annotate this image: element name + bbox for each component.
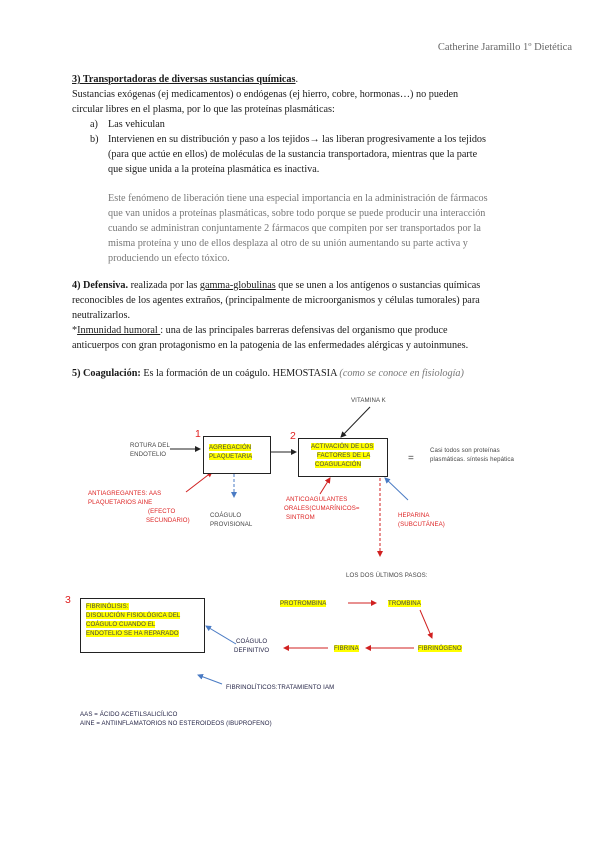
- list-item-b-line2: (para que actúe en ellos) de moléculas de la sustancia transportadora, mientras que la parte: [108, 149, 478, 160]
- label-fibrina: FIBRINA: [334, 645, 359, 652]
- arrow-vitamina-k: [341, 407, 370, 437]
- arrow-anticoagulantes: [320, 478, 330, 494]
- list-marker-a: a): [90, 119, 98, 130]
- label-antiagregantes-line1: ANTIAGREGANTES: AAS: [88, 490, 162, 497]
- section-4-line2: reconocibles de los agentes extraños, (principalmente de microorganismos y células tumorales) para: [72, 295, 480, 306]
- label-rotura-line2: ENDOTELIO: [130, 451, 167, 458]
- fibrinolisis-line3: COÁGULO CUANDO EL: [86, 621, 156, 628]
- label-casi-todos-line1: Casi todos son proteínas: [430, 447, 500, 454]
- label-coagulo-provisional-line1: COÁGULO: [210, 512, 242, 519]
- label-rotura-line1: ROTURA DEL: [130, 442, 170, 449]
- agregacion-line1: AGREGACIÓN: [209, 444, 252, 451]
- section-4-text-a: realizada por las: [128, 280, 200, 291]
- section-5-title: 5) Coagulación:: [72, 368, 141, 379]
- section-4-text-b: que se unen a los antígenos o sustancias químicas: [275, 280, 481, 291]
- section-3-title-end: .: [295, 74, 299, 85]
- label-protrombina: PROTROMBINA: [280, 600, 327, 607]
- box-activacion-factores: [298, 438, 388, 477]
- box-fibrinolisis: [80, 598, 205, 653]
- label-antiagregantes-line3: (EFECTO: [148, 508, 176, 515]
- agregacion-line2: PLAQUETARIA: [209, 453, 253, 460]
- label-fibrinogeno: FIBRINÓGENO: [418, 645, 462, 652]
- label-heparina-line1: HEPARINA: [398, 512, 430, 519]
- gamma-globulinas-term: gamma-globulinas: [199, 280, 276, 291]
- section-4-line4-rest: : una de las principales barreras defensivas del organismo que produce: [160, 325, 448, 336]
- note-line5: produciendo un efecto tóxico.: [108, 253, 230, 264]
- note-line3: cuando se administran conjuntamente 2 fármacos que compiten por ser transportados por la: [108, 223, 481, 234]
- label-coagulo-definitivo-line2: DEFINITIVO: [234, 647, 270, 654]
- fibrinolisis-line4: ENDOTELIO SE HA REPARADO: [86, 630, 179, 637]
- step-number-1: 1: [195, 428, 201, 440]
- note-line4: misma proteína y uno de ellos desplaza al otro de su unión aumentando su parte activa y: [108, 238, 468, 249]
- step-number-3: 3: [65, 594, 71, 606]
- label-anticoagulantes-line3: SINTROM: [286, 514, 315, 521]
- label-coagulo-definitivo-line1: COÁGULO: [236, 638, 268, 645]
- label-anticoagulantes-line2: ORALES(CUMARÍNICOS=: [284, 505, 360, 512]
- legend-aine: AINE = ANTIINFLAMATORIOS NO ESTEROIDEOS (IBUPROFENO): [80, 720, 272, 727]
- label-antiagregantes-line2: PLAQUETARIOS AINE: [88, 499, 153, 506]
- label-coagulo-provisional-line2: PROVISIONAL: [210, 521, 253, 528]
- arrow-coagulo-fibrinolisis: [206, 626, 236, 644]
- step-number-2: 2: [290, 430, 296, 442]
- section-5-text: Es la formación de un coágulo. HEMOSTASIA: [140, 368, 340, 379]
- note-line2: que van unidos a proteínas plasmáticas, sobre todo porque se puede producir una interacción: [108, 208, 486, 219]
- label-casi-todos-line2: plasmáticas. síntesis hepática: [430, 456, 514, 463]
- box-agregacion-plaquetaria: [203, 436, 271, 474]
- list-item-b-line3: que sigue unida a la proteína plasmática es inactiva.: [108, 164, 320, 175]
- label-trombina: TROMBINA: [388, 600, 421, 607]
- section-3-title: 3) Transportadoras de diversas sustancias químicas: [72, 74, 296, 85]
- label-antiagregantes-line4: SECUNDARIO): [146, 517, 190, 524]
- label-ultimos-pasos: LOS DOS ÚLTIMOS PASOS:: [346, 572, 428, 579]
- section-4-title: 4) Defensiva.: [72, 280, 129, 291]
- section-3-p1-line1: Sustancias exógenas (ej medicamentos) o endógenas (ej hierro, cobre, hormonas…) no pueden: [72, 89, 459, 100]
- arrow-heparina: [385, 478, 408, 500]
- inmunidad-humoral-term: Inmunidad humoral: [77, 325, 161, 336]
- list-item-a: Las vehiculan: [108, 119, 165, 130]
- list-item-b-line1: Intervienen en su distribución y paso a los tejidos→ las liberan progresivamente a los tejidos: [108, 134, 486, 145]
- note-line1: Este fenómeno de liberación tiene una especial importancia en la administración de fármacos: [108, 193, 488, 204]
- label-fibrinoliticos: FIBRINOLÍTICOS:TRATAMIENTO IAM: [226, 684, 335, 691]
- fibrinolisis-line2: DISOLUCIÓN FISIOLÓGICA DEL: [86, 612, 181, 619]
- page-header-author: Catherine Jaramillo 1º Dietética: [437, 42, 572, 53]
- activacion-line1: ACTIVACIÓN DE LOS: [311, 443, 374, 450]
- equals-sign: =: [408, 453, 414, 464]
- arrow-antiagregantes: [186, 472, 212, 492]
- section-4-line5: anticuerpos con gran protagonismo en la patogenia de las enfermedades alérgicas y autoinmunes.: [72, 340, 469, 351]
- list-marker-b: b): [90, 134, 99, 145]
- arrow-fibrinoliticos: [198, 675, 222, 684]
- label-anticoagulantes-line1: ANTICOAGULANTES: [286, 496, 348, 503]
- legend-aas: AAS = ÁCIDO ACETILSALICÍLICO: [80, 711, 178, 718]
- section-3-p1-line2: circular libres en el plasma, por lo que las proteínas plasmáticas:: [72, 104, 335, 115]
- fibrinolisis-line1: FIBRINÓLISIS:: [86, 603, 129, 610]
- activacion-line3: COAGULACIÓN: [315, 461, 362, 468]
- activacion-line2: FACTORES DE LA: [317, 452, 371, 459]
- section-5-note: (como se conoce en fisiología): [339, 368, 464, 379]
- label-heparina-line2: (SUBCUTÁNEA): [398, 521, 445, 528]
- asterisk: *: [72, 325, 78, 336]
- arrow-trombina-fibrinogeno: [420, 610, 432, 638]
- section-4-line3: neutralizarlos.: [72, 310, 130, 321]
- label-vitamina-k: VITAMINA K: [351, 397, 386, 404]
